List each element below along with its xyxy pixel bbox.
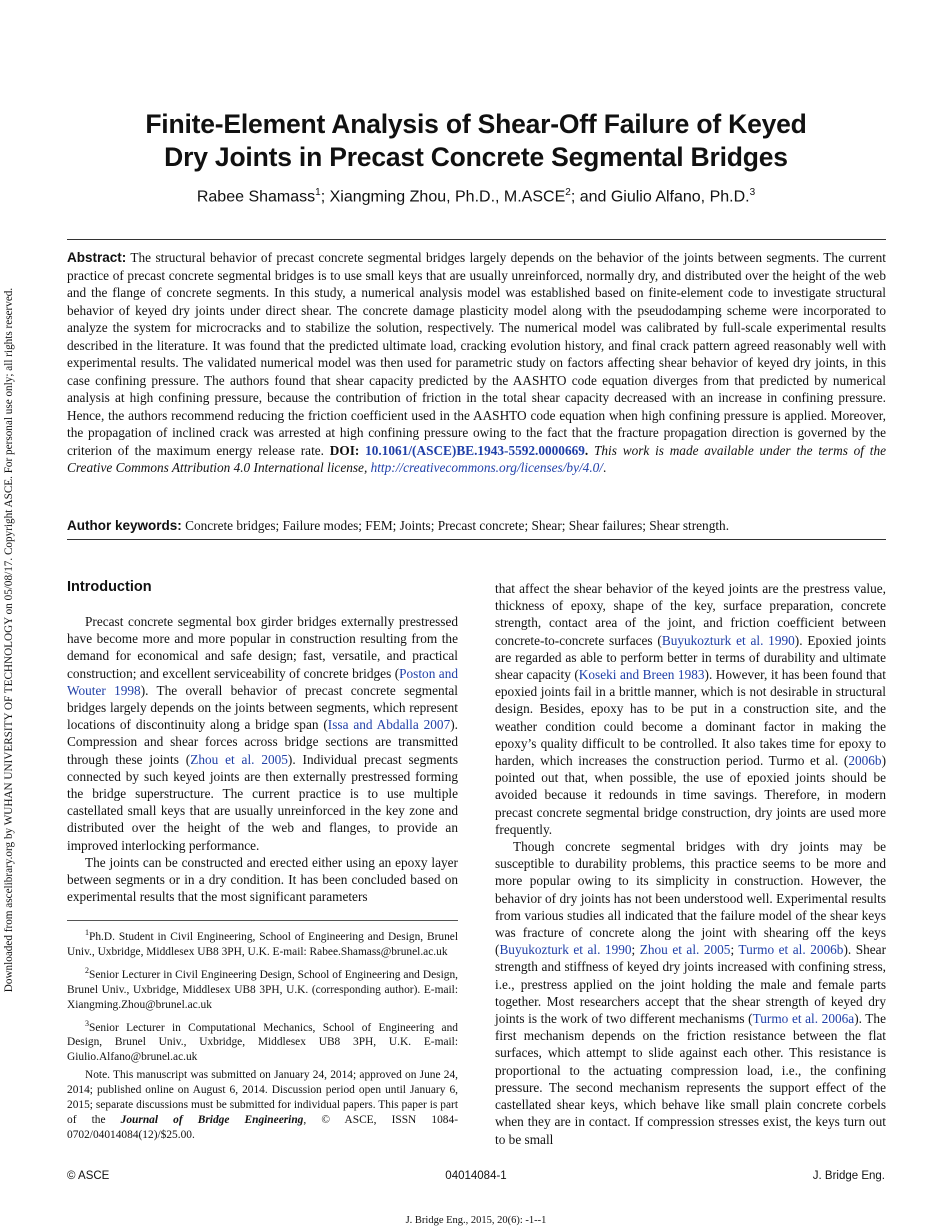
footnote-2 bbox=[67, 963, 458, 1013]
citation-link[interactable]: 2006b bbox=[848, 753, 882, 769]
footnote-text: Senior Lecturer in Civil Engineering Design, School of Engineering and Design, Brunel Univ., Uxbridge, Middlesex UB8 3PH, U.K. (corresponding author). E-mail: Xiangming.Zhou@brunel.ac.uk bbox=[67, 968, 458, 1011]
footer-journal: J. Bridge Eng. bbox=[812, 1170, 885, 1182]
download-notice: Downloaded from ascelibrary.org by WUHAN UNIVERSITY OF TECHNOLOGY on 05/08/17. Copyright ASCE. For personal use only; all rights reserved. bbox=[3, 287, 15, 993]
title-line-1: Finite-Element Analysis of Shear-Off Failure of Keyed bbox=[145, 109, 807, 139]
keywords-bottom-rule bbox=[67, 539, 886, 540]
title-line-2: Dry Joints in Precast Concrete Segmental Bridges bbox=[164, 142, 788, 172]
left-paragraph-2: The joints can be constructed and erected either using an epoxy layer between segments or in a dry condition. It has been concluded based on experimental results that the most significant parameters bbox=[67, 854, 458, 905]
text-run: ). Individual precast segments connected by such keyed joints are then externally prestressed forming the bridge superstructure. The current practice is to use multiple castellated small keys that are usually unreinforced in the key zone and distributed over the height of the web and flanges, to provide an improved interlocking performance. bbox=[67, 751, 458, 853]
right-column bbox=[495, 580, 886, 1148]
journal-name: Journal of Bridge Engineering bbox=[120, 1114, 304, 1127]
paper-title bbox=[0, 108, 952, 174]
footnote-text: Ph.D. Student in Civil Engineering, School of Engineering and Design, Brunel Univ., Uxbridge, Middlesex UB8 3PH, U.K. E-mail: Rabee.Shamass@brunel.ac.uk bbox=[67, 930, 458, 958]
abstract-text: The structural behavior of precast concrete segmental bridges largely depends on the behavior of the joints between segments. The current practice of precast concrete segmental bridges is to use small keys that are usually unreinforced, normally dry, and distributed over the height of the web and the flange of concrete segments. In this study, a numerical analysis model was established based on finite-element code to investigate structural behavior of keyed dry joints under direct shear. The concrete damage plasticity model along with the pseudodamping scheme were incorporated to analyze the system for microcracks and to stabilize the solution, respectively. The numerical model was calibrated by full-scale experimental results described in the literature. It was found that the predicted ultimate load, cracking evolution history, and final crack pattern agreed reasonably well with experimental results. The validated numerical model was then used for parametric study on factors affecting shear behavior of keyed dry joints, in this case confining pressure. The authors found that shear capacity predicted by the AASHTO code equation diverges from that predicted by numerical analysis at high confining pressure, because the contribution of friction in the total shear capacity decreased with an increase in confining pressure. Hence, the authors recommend reducing the friction coefficient used in the AASHTO code equation when high confining pressure is applied. Moreover, the propagation of inclined crack was arrested at high confining pressure owing to the fact that the fracture propagation direction is governed by the criterion of the maximum energy release rate. bbox=[67, 250, 887, 458]
citation-link[interactable]: Buyukozturk et al. 1990 bbox=[661, 632, 795, 648]
footnote-marker: 2 bbox=[85, 965, 89, 975]
footnote-1 bbox=[67, 925, 458, 960]
abstract: Abstract: The structural behavior of precast concrete segmental bridges largely depends on the behavior of the joints between segments. The current practice of precast concrete segmental bridges is to use small keys that are usually unreinforced, normally dry, and distributed over the height of the web and the flange of concrete segments. In this study, a numerical analysis model was established based on finite-element code to investigate structural behavior of keyed dry joints under direct shear. The concrete damage plasticity model along with the pseudodamping scheme were incorporated to analyze the system for microcracks and to stabilize the solution, respectively. The numerical model was calibrated by full-scale experimental results described in the literature. It was found that the predicted ultimate load, cracking evolution history, and final crack pattern agreed reasonably well with experimental results. The validated numerical model was then used for parametric study on factors affecting shear behavior of keyed dry joints, in this case confining pressure. The authors found that shear capacity predicted by the AASHTO code equation diverges from that predicted by numerical analysis at high confining pressure, because the contribution of friction in the total shear capacity decreased with an increase in confining pressure. Hence, the authors recommend reducing the friction coefficient used in the AASHTO code equation when high confining pressure is applied. Moreover, the propagation of inclined crack was arrested at high confining pressure owing to the fact that the fracture propagation direction is governed by the criterion of the maximum energy release rate. DOI: 10.1061/(ASCE)BE.1943-5592.0000669. This work is made available under the terms of the Creative Commons Attribution 4.0 International license, http://creativecommons.org/licenses/by/4.0/. bbox=[67, 250, 887, 475]
keywords-label: Author keywords: bbox=[67, 518, 182, 533]
author-3-affil: 3 bbox=[749, 187, 756, 198]
license-end: . bbox=[603, 460, 607, 475]
citation-link[interactable]: Zhou et al. 2005 bbox=[639, 942, 731, 958]
text-run: ). The overall behavior of precast concrete segmental bridges largely depends on the joints between segments, which represent locations of discontinuity along a bridge span ( bbox=[67, 682, 458, 733]
left-paragraph-1 bbox=[67, 613, 458, 854]
author-2: ; Xiangming Zhou, Ph.D., M.ASCE bbox=[320, 188, 566, 206]
text-run: Note. This manuscript was submitted on January 24, 2014; approved on June 24, 2014; published online on August 6, 2014. Discussion period open until January 6, 2015; separate discussions must be submitted for individual papers. This paper is part of the bbox=[67, 1069, 458, 1127]
text-run: Though concrete segmental bridges with dry joints may be susceptible to durability problems, this practice seems to be more and more popular owing to its simplicity in construction. However, the behavior of dry joints has not been understood well. Experimental results from various studies all indicated that the failure model of the shear keys was fracture of concrete along the joint with shearing off the keys ( bbox=[495, 839, 886, 958]
footnote-rule bbox=[67, 920, 458, 921]
footnotes bbox=[67, 925, 458, 1146]
citation-link[interactable]: Issa and Abdalla 2007 bbox=[327, 717, 451, 733]
text-run: ; bbox=[730, 942, 739, 958]
text-run: ) pointed out that, when possible, the use of epoxied joints should be avoided because it redounds in time savings. Therefore, in modern precast concrete segmental bridge construction, dry joints are used more frequently. bbox=[495, 753, 886, 837]
citation-link[interactable]: Turmo et al. 2006a bbox=[752, 1011, 855, 1027]
keywords-text: Concrete bridges; Failure modes; FEM; Joints; Precast concrete; Shear; Shear failures; Shear strength. bbox=[185, 518, 730, 533]
text-run: , © ASCE, ISSN 1084-0702/04014084(12)/$25.00. bbox=[67, 1114, 458, 1142]
footer-copyright: © ASCE bbox=[67, 1170, 110, 1182]
citation-link[interactable]: Zhou et al. 2005 bbox=[190, 751, 288, 767]
citation-link[interactable]: Buyukozturk et al. 1990 bbox=[499, 942, 632, 958]
doi-link[interactable]: 10.1061/(ASCE)BE.1943-5592.0000669 bbox=[365, 442, 585, 458]
citation-link[interactable]: Koseki and Breen 1983 bbox=[578, 667, 705, 683]
text-run: ). However, it has been found that epoxied joints fail in a brittle manner, which is not desirable in structural design. Besides, epoxy has to be put in a construction site, and the weather condition could become a dominant factor in making the epoxy’s quality difficult to be controlled. It also takes time for epoxy to harden, which increases the construction period. Turmo et al. ( bbox=[495, 667, 887, 769]
doi-label: DOI: bbox=[329, 442, 360, 458]
footnote-marker: 3 bbox=[85, 1018, 89, 1028]
submission-note bbox=[67, 1068, 458, 1143]
left-column bbox=[67, 613, 458, 905]
right-paragraph-2 bbox=[495, 838, 886, 1148]
footer-page-id: 04014084-1 bbox=[445, 1170, 507, 1182]
license-text: This work is made available under the terms of the Creative Commons Attribution 4.0 International license, bbox=[67, 442, 887, 475]
section-heading-introduction: Introduction bbox=[67, 579, 152, 595]
author-list bbox=[0, 187, 952, 206]
citation-line: J. Bridge Eng., 2015, 20(6): -1--1 bbox=[405, 1215, 547, 1226]
text-run: ). Epoxied joints are regarded as able to perform better in terms of durability and ultimate shear capacity ( bbox=[495, 632, 886, 683]
citation-link[interactable]: Turmo et al. 2006b bbox=[738, 942, 844, 958]
abstract-top-rule bbox=[67, 239, 886, 240]
footnote-marker: 1 bbox=[85, 928, 89, 937]
citation-link[interactable]: Poston and Wouter 1998 bbox=[67, 665, 459, 698]
footnote-3 bbox=[67, 1016, 458, 1066]
abstract-label: Abstract: bbox=[67, 250, 127, 265]
text-run: ). Shear strength and stiffness of keyed dry joints increased with confining stress, i.e., prestress applied on the joint holding the male and female parts together. Most researchers accept that the shear strength of keyed dry joints is the work of two different mechanisms ( bbox=[495, 942, 886, 1027]
text-run: Precast concrete segmental box girder bridges externally prestressed have become more and more popular in construction resulting from the demand for economical and safe design; fast, versatile, and practical construction; and excellent serviceability of concrete bridges ( bbox=[67, 614, 458, 681]
license-link[interactable]: http://creativecommons.org/licenses/by/4.0/ bbox=[370, 460, 603, 475]
footnote-text: Senior Lecturer in Computational Mechanics, School of Engineering and Design, Brunel Univ., Uxbridge, Middlesex UB8 3PH, U.K. E-mail: Giulio.Alfano@brunel.ac.uk bbox=[67, 1021, 458, 1064]
author-3: ; and Giulio Alfano, Ph.D. bbox=[570, 188, 750, 206]
author-keywords bbox=[67, 517, 886, 535]
right-paragraph-1 bbox=[495, 580, 886, 838]
text-run: that affect the shear behavior of the keyed joints are the prestress value, thickness of epoxy, shape of the key, surface preparation, concrete strength, contact area of the joint, and friction coefficient between concrete-to-concrete surfaces ( bbox=[495, 581, 886, 648]
author-1: Rabee Shamass bbox=[196, 188, 316, 206]
text-run: ; bbox=[631, 942, 640, 958]
author-2-affil: 2 bbox=[565, 187, 571, 198]
author-1-affil: 1 bbox=[315, 187, 321, 198]
text-run: ). Compression and shear forces across bridge sections are transmitted through these joints ( bbox=[67, 717, 458, 767]
text-run: ). The first mechanism depends on the friction resistance between the flat surfaces, which attempt to slide against each other. This resistance is proportional to the actuating compression load, i.e., the confining pressure. The second mechanism represents the support effect of the castellated shear keys, which behave like small plain concrete corbels when they are in contact. If compression stresses exist, the keys turn out to be small bbox=[495, 1011, 886, 1147]
